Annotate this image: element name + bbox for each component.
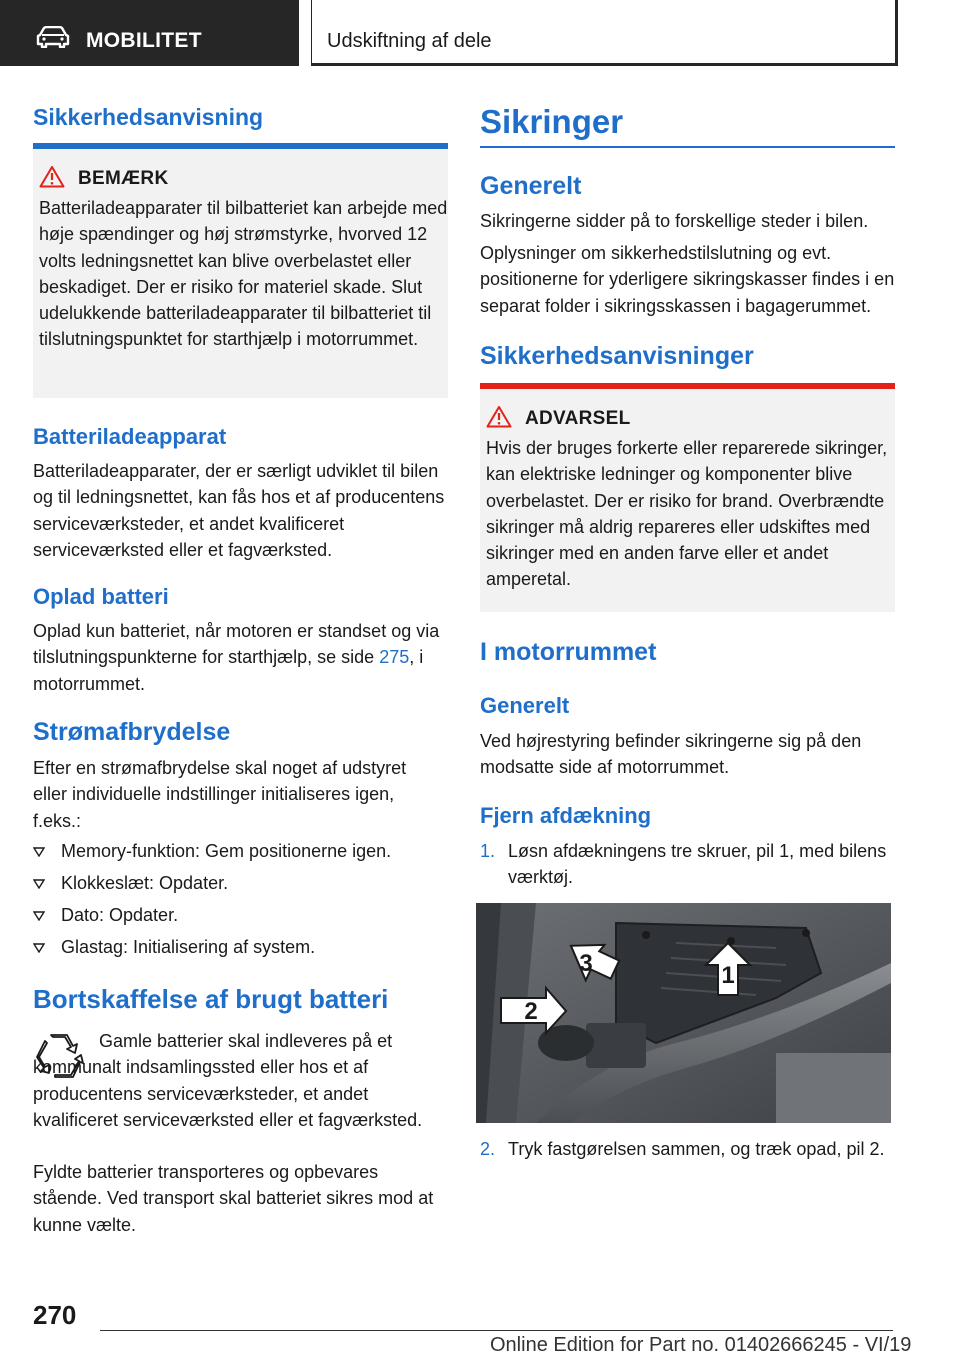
list-item-text: Glastag: Initialisering af system. <box>61 937 316 957</box>
warning-box <box>480 383 895 612</box>
transport-text: Fyldte batterier transporteres og opbevares stående. Ved transport skal batteriet sikres mod at kunne vælte. <box>33 1162 434 1235</box>
triangle-bullet-icon <box>33 911 45 921</box>
list-item-text: Klokkeslæt: Opdater. <box>61 873 229 893</box>
note-box <box>33 143 448 398</box>
section-header <box>0 0 299 66</box>
triangle-bullet-icon <box>33 879 45 889</box>
engine-bay-photo <box>476 903 891 1123</box>
charge-heading: Oplad batteri <box>33 584 169 609</box>
general-heading: Generelt <box>480 172 582 200</box>
page-reference-link[interactable]: 275 <box>379 647 410 668</box>
page-number: 270 <box>33 1300 77 1330</box>
heading-rule <box>480 146 895 148</box>
engine-heading: I motorrummet <box>480 638 657 666</box>
step-number: 1. <box>480 841 496 861</box>
chapter-title: Udskiftning af dele <box>327 30 492 52</box>
engine-general-heading: Generelt <box>480 693 570 718</box>
step-text: Tryk fastgørelsen sammen, og træk opad, pil 2. <box>508 1139 885 1159</box>
list-item <box>33 931 448 963</box>
warning-triangle-icon <box>39 165 65 188</box>
engine-bay-illustration <box>476 903 891 1123</box>
disposal-text: Gamle batterier skal indleveres på et kommunalt indsamlingssted eller hos et af producentens serviceværksteder, et andet kvalificeret serviceværksted eller et fagværksted. <box>33 1031 423 1130</box>
list-item <box>33 867 448 899</box>
engine-general-text: Ved højrestyring befinder sikringerne sig på den modsatte side af motorrummet. <box>480 731 862 778</box>
safety-heading: Sikkerhedsanvisning <box>33 104 264 130</box>
general-text-1: Sikringerne sidder på to forskellige steder i bilen. <box>480 211 869 231</box>
car-icon <box>36 26 70 48</box>
step-text: Løsn afdækningens tre skruer, pil 1, med bilens værktøj. <box>508 841 887 888</box>
triangle-bullet-icon <box>33 847 45 857</box>
step-item <box>480 838 895 894</box>
footer-edition: Online Edition for Part no. 01402666245 - VI/19 <box>490 1334 912 1356</box>
step-number: 2. <box>480 1139 496 1159</box>
warning-title: ADVARSEL <box>525 408 631 429</box>
list-item-text: Memory-funktion: Gem positionerne igen. <box>61 841 392 861</box>
list-item-text: Dato: Opdater. <box>61 905 179 925</box>
list-item <box>33 835 448 867</box>
triangle-bullet-icon <box>33 943 45 953</box>
warning-triangle-icon <box>486 405 512 428</box>
power-text: Efter en strømafbrydelse skal noget af udstyret eller individuelle indstillinger initialiseres igen, f.eks.: <box>33 758 407 831</box>
note-bar <box>33 143 448 149</box>
cover-heading: Fjern afdækning <box>480 803 652 828</box>
bullet-list <box>33 835 448 963</box>
footer-rule <box>100 1330 893 1331</box>
fuses-heading: Sikringer <box>480 103 624 140</box>
charge-text-b: , i motorrummet. <box>33 647 424 694</box>
warning-text: Hvis der bruges forkerte eller reparerede sikringer, kan elektriske ledninger og komponenter blive overbelastet. Der er risiko for brand. Overbrændte sikringer må aldrig repareres eller udskiftes med sikringer med en anden farve eller et andet amperetal. <box>486 438 888 590</box>
charger-heading: Batteriladeapparat <box>33 424 227 449</box>
power-heading: Strømafbrydelse <box>33 718 231 746</box>
chapter-header <box>311 0 898 66</box>
general-text-2: Oplysninger om sikkerhedstilslutning og evt. positionerne for yderligere sikringskasser findes i en separat folder i sikringsskassen i bagagerummet. <box>480 243 895 316</box>
safety-instructions-heading: Sikkerhedsanvisninger <box>480 342 754 370</box>
charge-text-a: Oplad kun batteriet, når motoren er standset og via tilslutningspunkterne for starthjælp, se side <box>33 621 440 668</box>
disposal-heading: Bortskaffelse af brugt batteri <box>33 984 389 1014</box>
list-item <box>33 899 448 931</box>
note-title: BEMÆRK <box>78 168 169 189</box>
section-title: MOBILITET <box>86 29 202 52</box>
arrow-label-2: 2 <box>524 998 538 1025</box>
note-text: Batteriladeapparater til bilbatteriet kan arbejde med høje spændinger og høj strømstyrke, hvorved 12 volts ledningsnettet kan blive overbelastet eller beskadiget. Der er risiko for materiel skade. Slut udelukkende batteriladeapparater til bilbatteriet til tilslutningspunktet for starthjælp i motorrummet. <box>39 198 448 350</box>
warning-bar <box>480 383 895 389</box>
charger-text: Batteriladeapparater, der er særligt udviklet til bilen og til ledningsnettet, kan fås hos et af producentens serviceværksteder, et andet kvalificeret serviceværksted eller et fagværksted. <box>33 461 445 560</box>
arrow-label-3: 3 <box>579 950 593 977</box>
arrow-label-1: 1 <box>721 962 735 989</box>
step-item <box>480 1136 895 1192</box>
charge-text <box>33 618 443 697</box>
